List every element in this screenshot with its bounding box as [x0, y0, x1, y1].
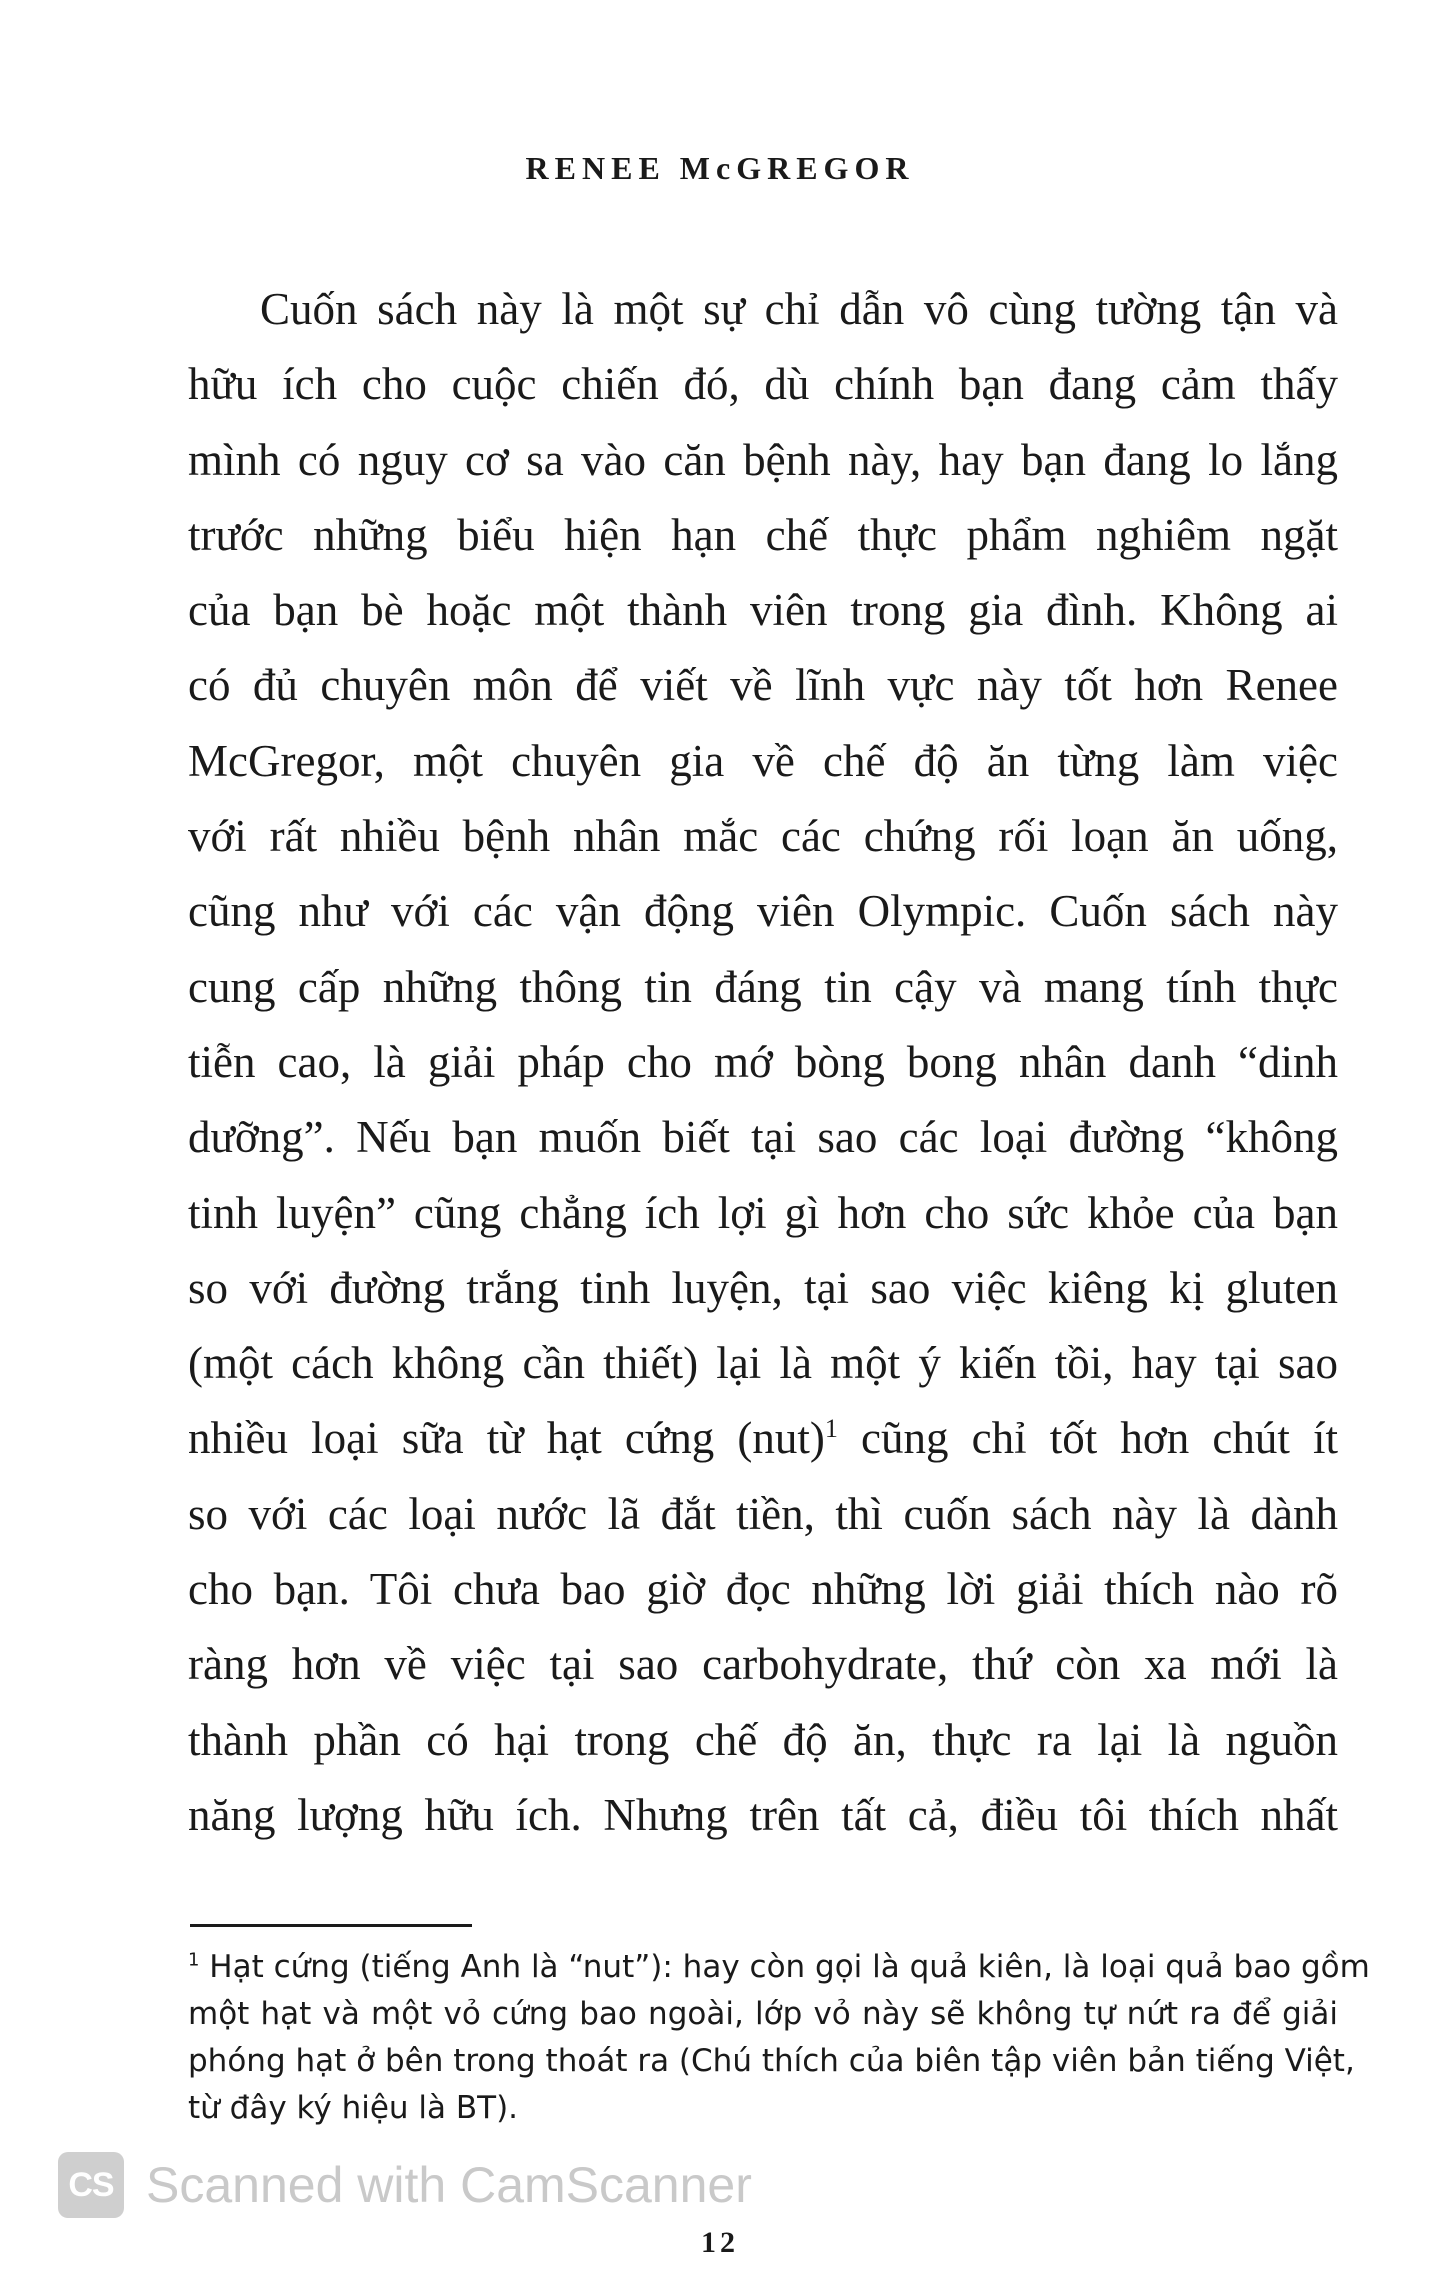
camscanner-logo-icon [58, 2152, 124, 2218]
body-line: so với các loại nước lã đắt tiền, thì cuốn sách này là dành [188, 1488, 1338, 1539]
body-line-with-footnote-ref [188, 1401, 1338, 1476]
body-line: dưỡng”. Nếu bạn muốn biết tại sao các loại đường “không [188, 1112, 1338, 1163]
body-line: cho bạn. Tôi chưa bao giờ đọc những lời giải thích nào rõ [188, 1564, 1338, 1615]
body-line-head: nhiều loại sữa từ hạt cứng (nut) [188, 1413, 825, 1464]
body-line: của bạn bè hoặc một thành viên trong gia đình. Không ai [188, 585, 1338, 636]
body-line-tail: cũng chỉ tốt hơn chút ít [837, 1413, 1338, 1464]
body-line: (một cách không cần thiết) lại là một ý kiến tồi, hay tại sao [188, 1338, 1338, 1389]
watermark-text: Scanned with CamScanner [146, 2157, 752, 2213]
footnote-text: Hạt cứng (tiếng Anh là “nut”): hay còn gọi là quả kiên, là loại quả bao gồm [199, 1949, 1370, 1985]
body-line: so với đường trắng tinh luyện, tại sao việc kiêng kị gluten [188, 1262, 1338, 1313]
footnote-line [188, 1944, 1370, 1991]
body-line: mình có nguy cơ sa vào căn bệnh này, hay bạn đang lo lắng [188, 434, 1338, 485]
footnote-line: phóng hạt ở bên trong thoát ra (Chú thích của biên tập viên bản tiếng Việt, [188, 2043, 1355, 2079]
body-line: với rất nhiều bệnh nhân mắc các chứng rối loạn ăn uống, [188, 811, 1338, 862]
footnote-line: từ đây ký hiệu là BT). [188, 2090, 519, 2126]
body-line: McGregor, một chuyên gia về chế độ ăn từng làm việc [188, 735, 1338, 786]
page-number: 12 [701, 2226, 739, 2259]
body-line: năng lượng hữu ích. Nhưng trên tất cả, điều tôi thích nhất [188, 1789, 1338, 1840]
camscanner-watermark [58, 2150, 752, 2220]
footnote [188, 1944, 1370, 2132]
body-text [188, 272, 1338, 1853]
camscanner-logo-text: CS [68, 2165, 114, 2204]
body-line: thành phần có hại trong chế độ ăn, thực ra lại là nguồn [188, 1714, 1338, 1765]
running-header: RENEE McGREGOR [525, 150, 915, 186]
body-line: ràng hơn về việc tại sao carbohydrate, thứ còn xa mới là [188, 1639, 1338, 1690]
body-line: cung cấp những thông tin đáng tin cậy và mang tính thực [188, 961, 1338, 1012]
footnote-reference[interactable]: 1 [824, 1414, 838, 1444]
body-line: tinh luyện” cũng chẳng ích lợi gì hơn cho sức khỏe của bạn [188, 1187, 1338, 1238]
footnote-line: một hạt và một vỏ cứng bao ngoài, lớp vỏ này sẽ không tự nứt ra để giải [188, 1996, 1338, 2032]
body-line: có đủ chuyên môn để viết về lĩnh vực này tốt hơn Renee [188, 660, 1338, 711]
footnote-divider [190, 1924, 472, 1927]
body-line: Cuốn sách này là một sự chỉ dẫn vô cùng tường tận và [260, 284, 1338, 334]
body-line: hữu ích cho cuộc chiến đó, dù chính bạn đang cảm thấy [188, 359, 1338, 410]
body-line: cũng như với các vận động viên Olympic. Cuốn sách này [188, 886, 1338, 937]
body-line: tiễn cao, là giải pháp cho mớ bòng bong nhân danh “dinh [188, 1036, 1338, 1087]
body-line: trước những biểu hiện hạn chế thực phẩm nghiêm ngặt [188, 509, 1338, 560]
footnote-marker: 1 [188, 1949, 200, 1971]
